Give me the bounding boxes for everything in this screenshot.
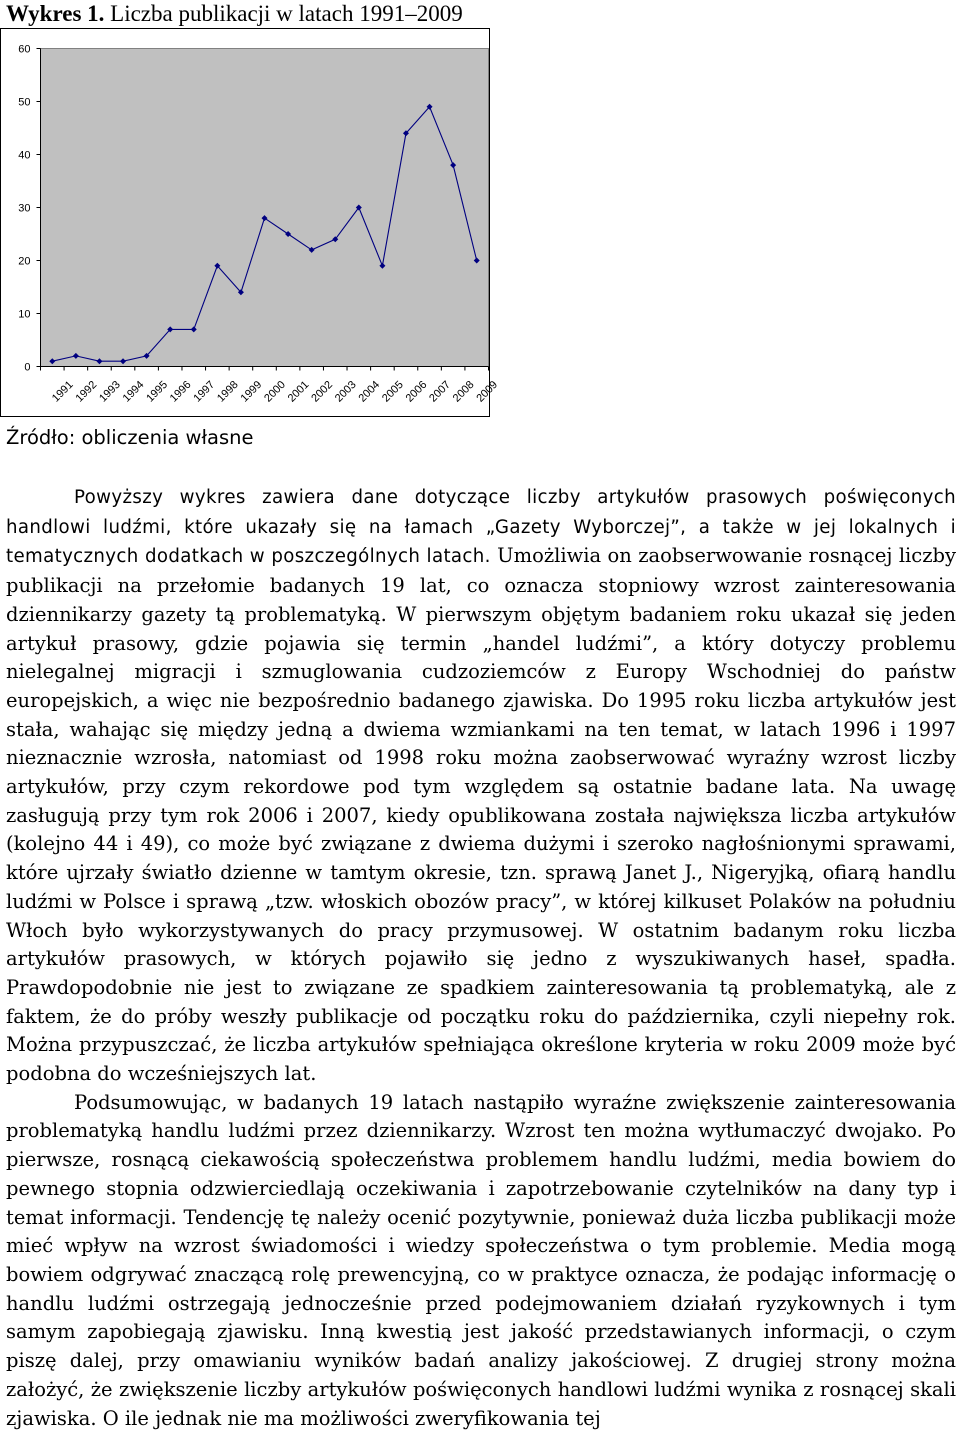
figure-number: Wykres 1.	[6, 1, 105, 26]
paragraph-1-serif-part: Umożliwia on zaobserwowanie rosnącej liczby publikacji na przełomie badanych 19 lat, co oznacza stopniowy wzrost zainteresowania dziennikarzy gazety tą problematyką. W pierwszym objętym badaniem roku ukazał się jeden artykuł prasowy, gdzie pojawia się termin „handel ludźmi”, a który dotyczy problemu nielegalnej migracji i szmuglowania cudzoziemców z Europy Wschodniej do państw europejskich, a więc nie bezpośrednio badanego zjawiska. Do 1995 roku liczba artykułów jest stała, wahając się między jedną a dwiema wzmiankami na ten temat, w latach 1996 i 1997 nieznacznie wzrosła, natomiast od 1998 roku można zaobserwować wyraźny wzrost liczby artykułów, przy czym rekordowe pod tym względem są ostatnie badane lata. Na uwagę zasługują przy tym rok 2006 i 2007, kiedy opublikowana została największa liczba artykułów (kolejno 44 i 49), co może być związane z dwiema dużymi i szeroko nagłośnionymi sprawami, które ujrzały światło dzienne w tamtym okresie, tzn. sprawą Janet J., Nigeryjką, ofiarą handlu ludźmi w Polsce i sprawą „tzw. włoskich obozów pracy”, w której kilkuset Polaków na południu Włoch było wykorzystywanych do pracy przymusowej. W ostatnim badanym roku liczba artykułów prasowych, w których pojawiło się jedno z wyszukiwanych haseł, spadła. Prawdopodobnie nie jest to związane ze spadkiem zainteresowania tą problematyką, ale z faktem, że do próby weszły publikacje od początku roku do października, czyli niepełny rok. Można przypuszczać, że liczba artykułów spełniająca określone kryteria w roku 2009 może być podobna do wcześniejszych lat.	[6, 544, 956, 1086]
x-tick-label: 1992	[73, 378, 100, 405]
y-tick-label: 40	[18, 149, 31, 162]
x-tick-label: 2009	[474, 378, 501, 405]
x-tick-label: 2004	[356, 378, 383, 405]
x-tick-label: 1991	[49, 378, 76, 405]
x-tick-label: 1997	[191, 378, 218, 405]
figure-title	[6, 0, 463, 28]
paragraph-1	[6, 483, 956, 1089]
x-tick-label: 2000	[262, 378, 288, 405]
x-tick-label: 1993	[97, 378, 123, 405]
x-tick-label: 2002	[309, 378, 336, 405]
publications-line-chart	[0, 28, 501, 418]
x-tick-label: 1999	[238, 378, 265, 405]
x-tick-label: 2001	[285, 378, 312, 405]
source-note: Źródło: obliczenia własne	[6, 426, 254, 449]
y-tick-label: 30	[18, 202, 31, 215]
y-tick-label: 10	[18, 308, 31, 321]
x-tick-label: 1998	[214, 378, 241, 405]
figure-caption: Liczba publikacji w latach 1991–2009	[110, 1, 463, 26]
paragraph-2: Podsumowując, w badanych 19 latach nastąpiło wyraźne zwiększenie zainteresowania problematyką handlu ludźmi przez dziennikarzy. Wzrost ten można wytłumaczyć dwojako. Po pierwsze, rosnącą ciekawością społeczeństwa problemem handlu ludźmi, media bowiem do pewnego stopnia odzwierciedlają oczekiwania i zapotrzebowanie czytelników na dany typ i temat informacji. Tendencję tę należy ocenić pozytywnie, ponieważ duża liczba publikacji może mieć wpływ na wzrost świadomości i wiedzy społeczeństwa o tym problemie. Media mogą bowiem odgrywać znaczącą rolę prewencyjną, co w praktyce oznacza, że podając informację o handlu ludźmi ostrzegają jednocześnie przed podejmowaniem działań ryzykownych i tym samym zapobiegają zjawisku. Inną kwestią jest jakość przedstawianych informacji, o czym piszę dalej, przy omawianiu wyników badań analizy jakościowej. Z drugiej strony można założyć, że zwiększenie liczby artykułów poświęconych handlowi ludźmi wynika z rosnącej skali zjawiska. O ile jednak nie ma możliwości zweryfikowania tej	[6, 1090, 956, 1430]
x-tick-label: 2005	[380, 378, 406, 405]
x-tick-label: 1995	[144, 378, 171, 405]
x-tick-label: 2008	[450, 378, 477, 405]
plot-area	[41, 49, 489, 367]
x-tick-label: 1994	[120, 378, 147, 405]
paragraph-1-sans-part: Powyższy wykres zawiera dane dotyczące liczby artykułów prasowych poświęconych handlowi ludźmi, które ukazały się na łamach „Gazety Wyborczej”, a także w jej lokalnych i tematycznych dodatkach w poszczególnych latach.	[6, 487, 956, 568]
y-tick-label: 20	[18, 255, 31, 268]
x-tick-label: 2007	[427, 378, 453, 405]
x-tick-label: 2006	[403, 378, 430, 405]
y-tick-label: 60	[18, 43, 31, 56]
y-tick-label: 0	[24, 361, 31, 374]
body-text	[6, 483, 956, 1433]
x-tick-label: 1996	[167, 378, 194, 405]
y-tick-label: 50	[18, 96, 31, 109]
x-tick-label: 2003	[332, 378, 359, 405]
